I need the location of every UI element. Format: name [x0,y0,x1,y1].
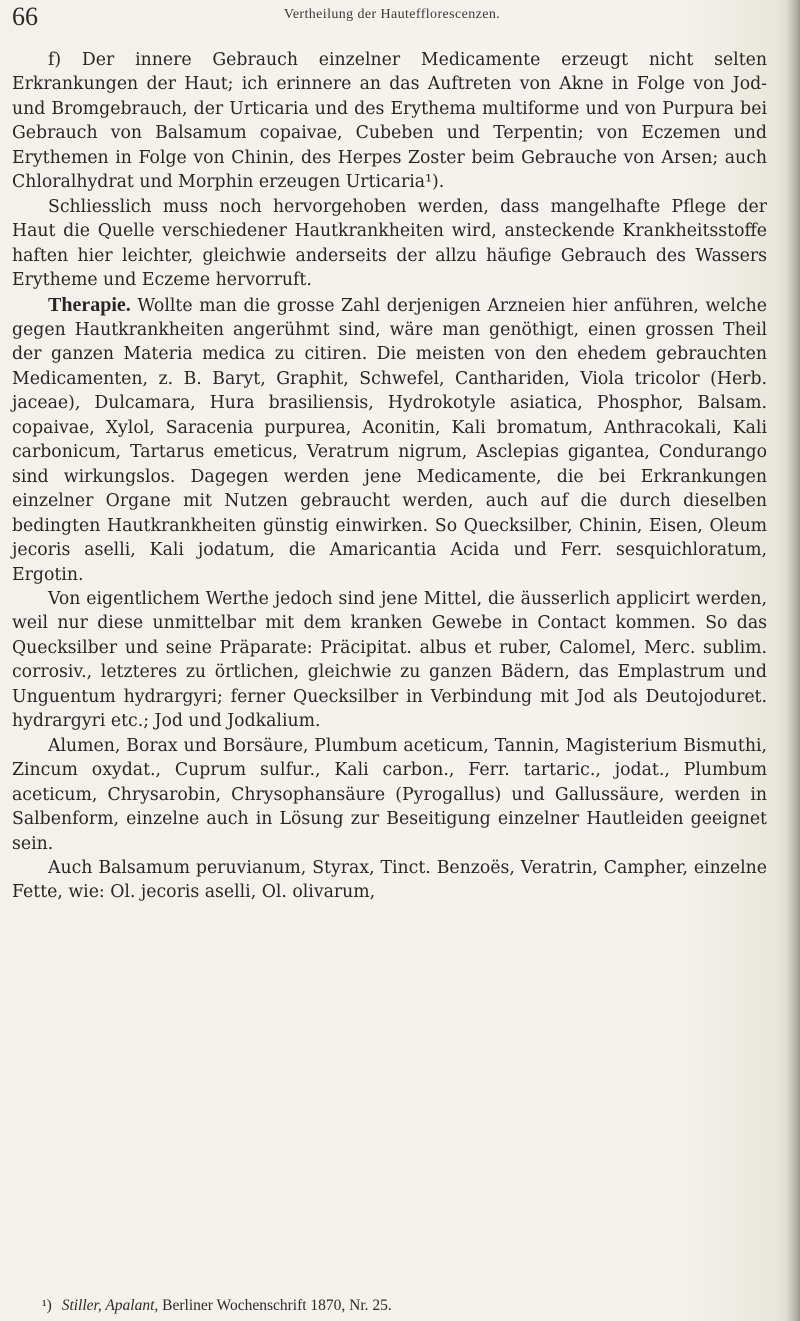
therapy-heading: Therapie. [48,293,131,316]
main-text [12,48,767,905]
paragraph-salves: Alumen, Borax und Borsäure, Plumbum aceticum, Tannin, Magisterium Bismuthi, Zincum oxydat., Cuprum sulfur., Kali carbon., Ferr. tartaric., jodat., Plumbum aceticum, Chrysarobin, Chrysophansäure (Pyrogallus) und Gallussäure, werden in Salbenform, einzelne auch in Lösung zur Beseitigung einzelner Hautleiden geeignet sein. [12,735,767,854]
page-number: 66 [12,2,38,31]
paragraph-therapy [12,293,767,587]
paragraph-medicament-eruptions: f) Der innere Gebrauch einzelner Medicamente erzeugt nicht selten Erkrankungen der Haut; ich erinnere an das Auftreten von Akne in Folge von Jod- und Bromgebrauch, der Urticaria und des Erythema multiforme und von Purpura bei Gebrauch von Balsamum copaivae, Cubeben und Terpentin; von Eczemen und Erythemen in Folge von Chinin, des Herpes Zoster beim Gebrauche von Arsen; auch Chloralhydrat und Morphin erzeugen Urticaria¹). [12,50,767,193]
footnote-authors: Stiller, Apalant, [61,1297,159,1314]
footnote-citation: Berliner Wochenschrift 1870, Nr. 25. [162,1297,392,1314]
footnote [12,1296,797,1316]
page-header [12,2,772,32]
running-head: Vertheilung der Hautefflorescenzen. [283,7,501,22]
footnote-marker: ¹) [42,1297,52,1314]
therapy-text: Wollte man die grosse Zahl derjenigen Arzneien hier anführen, welche gegen Hautkrankheiten angerühmt sind, wäre man genöthigt, einen grossen Theil der ganzen Materia medica zu citiren. Die meisten von den ehedem gebrauchten Medicamenten, z. B. Baryt, Graphit, Schwefel, Canthariden, Viola tricolor (Herb. jaceae), Dulcamara, Hura brasiliensis, Hydrokotyle asiatica, Phosphor, Balsam. copaivae, Xylol, Saracenia purpurea, Aconitin, Kali bromatum, Anthracokali, Kali carbonicum, Tartarus emeticus, Veratrum nigrum, Asclepias gigantea, Condurango sind wirkungslos. Dagegen werden jene Medicamente, die bei Erkrankungen einzelner Organe mit Nutzen gebraucht werden, auch auf die durch dieselben bedingten Hautkrankheiten günstig einwirken. So Quecksilber, Chinin, Eisen, Oleum jecoris aselli, Kali jodatum, die Amaricantia Acida und Ferr. sesquichloratum, Ergotin. [12,295,767,585]
paragraph-external-remedies: Von eigentlichem Werthe jedoch sind jene Mittel, die äusserlich applicirt werden, weil nur diese unmittelbar mit dem kranken Gewebe in Contact kommen. So das Quecksilber und seine Präparate: Präcipitat. albus et ruber, Calomel, Merc. sublim. corrosiv., letzteres zu örtlichen, gleichwie zu ganzen Bädern, das Emplastrum und Unguentum hydrargyri; ferner Quecksilber in Verbindung mit Jod als Deutojoduret. hydrargyri etc.; Jod und Jodkalium. [12,588,767,732]
paragraph-skin-care: Schliesslich muss noch hervorgehoben werden, dass mangelhafte Pflege der Haut die Quelle verschiedener Hautkrankheiten wird, ansteckende Krankheitsstoffe haften hier leichter, gleichwie anderseits der allzu häufige Gebrauch des Wassers Erytheme und Eczeme hervorruft. [12,196,767,291]
paragraph-balsams: Auch Balsamum peruvianum, Styrax, Tinct. Benzoës, Veratrin, Campher, einzelne Fette, wie: Ol. jecoris aselli, Ol. olivarum, [12,857,767,903]
page-edge-shadow [786,0,800,1321]
